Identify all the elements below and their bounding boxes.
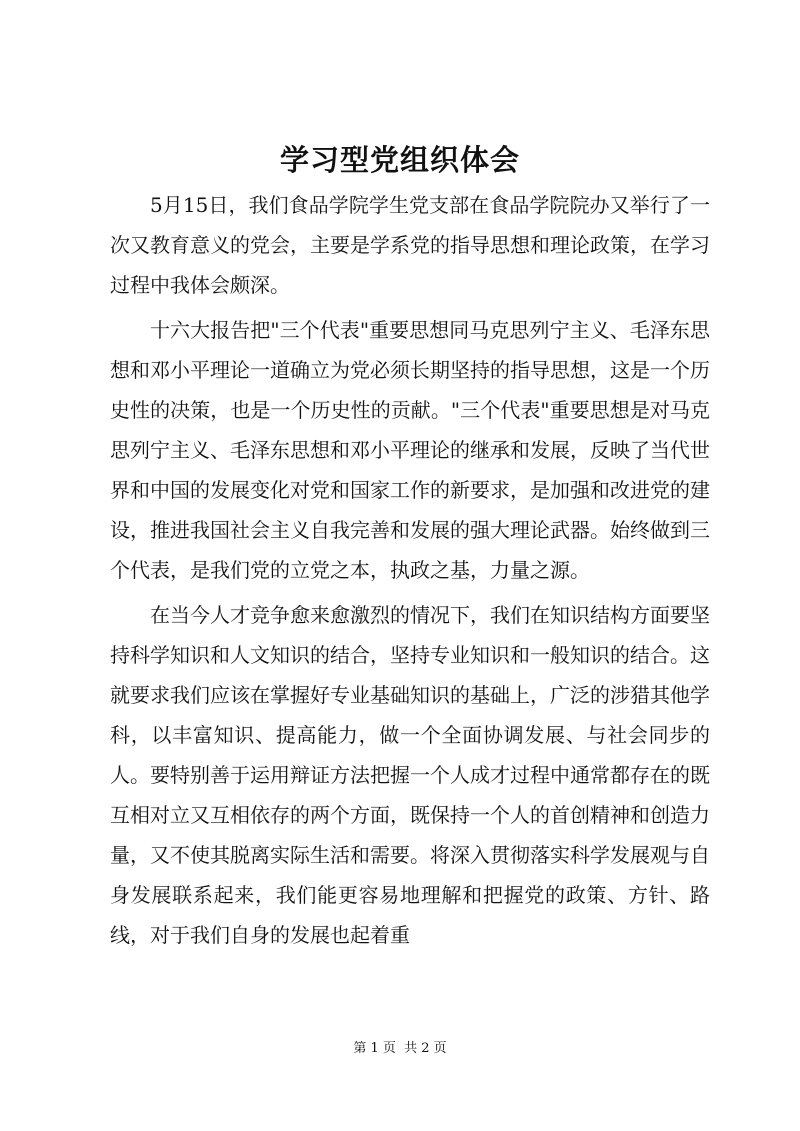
document-title: 学习型党组织体会 [279,143,520,177]
paragraph-3: 在当今人才竞争愈来愈激烈的情况下，我们在知识结构方面要坚持科学知识和人文知识的结合，坚持专业知识和一般知识的结合。这就要求我们应该在掌握好专业基础知识的基础上，广泛的涉猎其他学科，以丰富知识、提高能力，做一个全面协调发展、与社会同步的人。要特别善于运用辩证方法把握一个人成才过程中通常都存在的既互相对立又互相依存的两个方面，既保持一个人的首创精神和创造力量，又不使其脱离实际生活和需要。将深入贯彻落实科学发展观与自身发展联系起来，我们能更容易地理解和把握党的政策、方针、路线，对于我们自身的发展也起着重 [110,603,710,947]
paragraph-2: 十六大报告把"三个代表"重要思想同马克思列宁主义、毛泽东思想和邓小平理论一道确立为党必须长期坚持的指导思想，这是一个历史性的决策，也是一个历史性的贡献。"三个代表"重要思想是对马克思列宁主义、毛泽东思想和邓小平理论的继承和发展，反映了当代世界和中国的发展变化对党和国家工作的新要求，是加强和改进党的建设，推进我国社会主义自我完善和发展的强大理论武器。始终做到三个代表，是我们党的立党之本，执政之基，力量之源。 [110,318,710,582]
paragraph-1: 5月15日，我们食品学院学生党支部在食品学院院办又举行了一次又教育意义的党会，主要是学系党的指导思想和理论政策，在学习过程中我体会颇深。 [110,193,710,297]
document-body [110,185,710,960]
page-number: 第 1 页 [353,1041,396,1056]
page-footer [0,1040,800,1058]
page-total: 共 2 页 [404,1041,447,1056]
